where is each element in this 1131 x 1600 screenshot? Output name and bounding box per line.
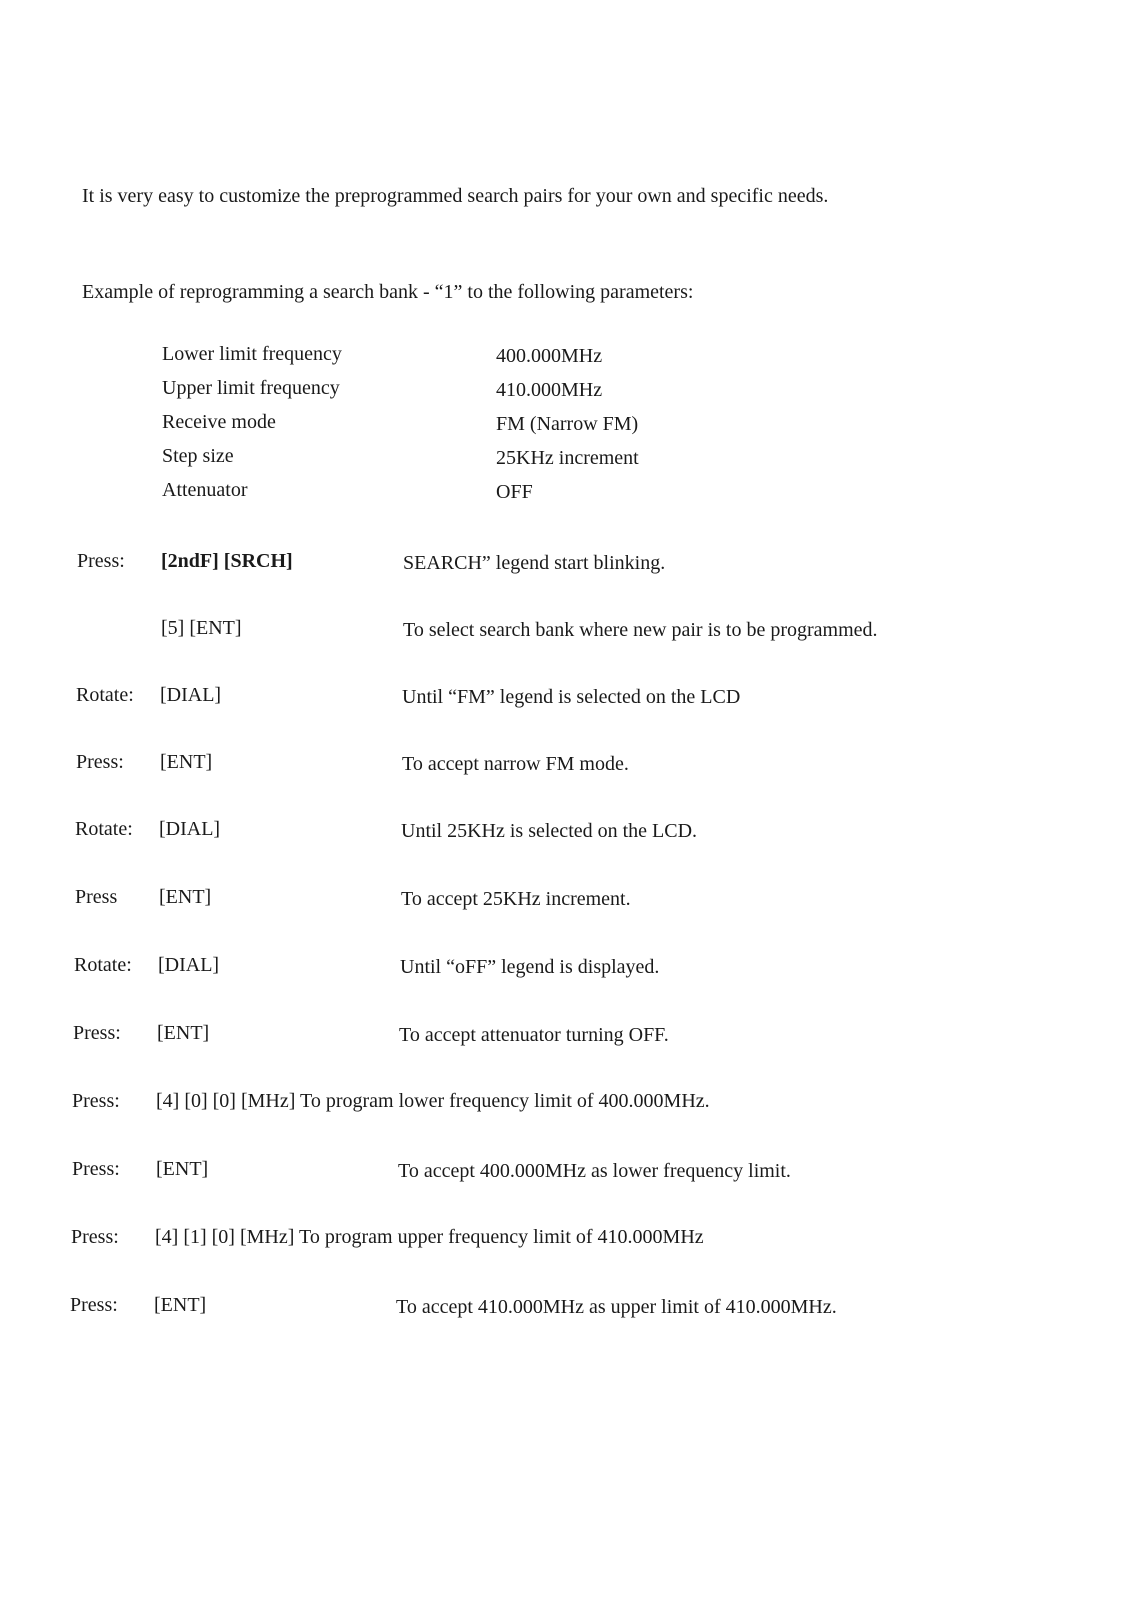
step-keys: [ENT] xyxy=(159,886,212,908)
step-inline xyxy=(156,1090,710,1113)
step-action: Press: xyxy=(73,1022,121,1044)
step-action: Rotate: xyxy=(75,818,133,840)
step-action: Press: xyxy=(76,751,124,773)
parameter-name: Receive mode xyxy=(162,411,276,433)
step-action: Press: xyxy=(71,1226,119,1248)
parameter-value: 410.000MHz xyxy=(496,379,603,401)
step-description: SEARCH” legend start blinking. xyxy=(403,552,666,574)
parameter-value: FM (Narrow FM) xyxy=(496,413,639,435)
step-description: To program lower frequency limit of 400.000MHz. xyxy=(300,1090,710,1112)
step-keys: [5] [ENT] xyxy=(161,617,242,639)
step-description: To select search bank where new pair is to be programmed. xyxy=(403,619,878,641)
parameter-name: Attenuator xyxy=(162,479,248,501)
step-keys: [4] [1] [0] [MHz] xyxy=(155,1226,295,1248)
step-keys: [ENT] xyxy=(160,751,213,773)
step-action: Press: xyxy=(70,1294,118,1316)
step-action: Press: xyxy=(72,1158,120,1180)
step-description: Until 25KHz is selected on the LCD. xyxy=(401,820,698,842)
step-description: To accept narrow FM mode. xyxy=(402,753,629,775)
step-action: Rotate: xyxy=(74,954,132,976)
step-description: Until “oFF” legend is displayed. xyxy=(400,956,660,978)
example-heading: Example of reprogramming a search bank - “1” to the following parameters: xyxy=(82,281,694,303)
step-keys: [ENT] xyxy=(156,1158,209,1180)
step-action: Press: xyxy=(77,550,125,572)
step-keys: [DIAL] xyxy=(160,684,222,706)
step-keys: [DIAL] xyxy=(158,954,220,976)
step-action: Rotate: xyxy=(76,684,134,706)
intro-paragraph: It is very easy to customize the preprogrammed search pairs for your own and specific needs. xyxy=(82,185,829,207)
step-description: To program upper frequency limit of 410.000MHz xyxy=(299,1226,704,1248)
step-description: To accept 25KHz increment. xyxy=(401,888,631,910)
parameter-value: OFF xyxy=(496,481,533,503)
step-description: To accept 400.000MHz as lower frequency limit. xyxy=(398,1160,791,1182)
step-action: Press: xyxy=(72,1090,120,1112)
parameter-name: Step size xyxy=(162,445,234,467)
step-inline xyxy=(155,1226,704,1249)
step-description: To accept 410.000MHz as upper limit of 410.000MHz. xyxy=(396,1296,837,1318)
step-keys: [ENT] xyxy=(154,1294,207,1316)
step-keys: [DIAL] xyxy=(159,818,221,840)
parameter-value: 25KHz increment xyxy=(496,447,639,469)
step-action: Press xyxy=(75,886,118,908)
parameter-value: 400.000MHz xyxy=(496,345,603,367)
parameter-name: Lower limit frequency xyxy=(162,343,342,365)
step-keys: [2ndF] [SRCH] xyxy=(161,550,293,572)
step-description: To accept attenuator turning OFF. xyxy=(399,1024,669,1046)
parameter-name: Upper limit frequency xyxy=(162,377,340,399)
step-description: Until “FM” legend is selected on the LCD xyxy=(402,686,741,708)
step-keys: [4] [0] [0] [MHz] xyxy=(156,1090,296,1112)
step-keys: [ENT] xyxy=(157,1022,210,1044)
